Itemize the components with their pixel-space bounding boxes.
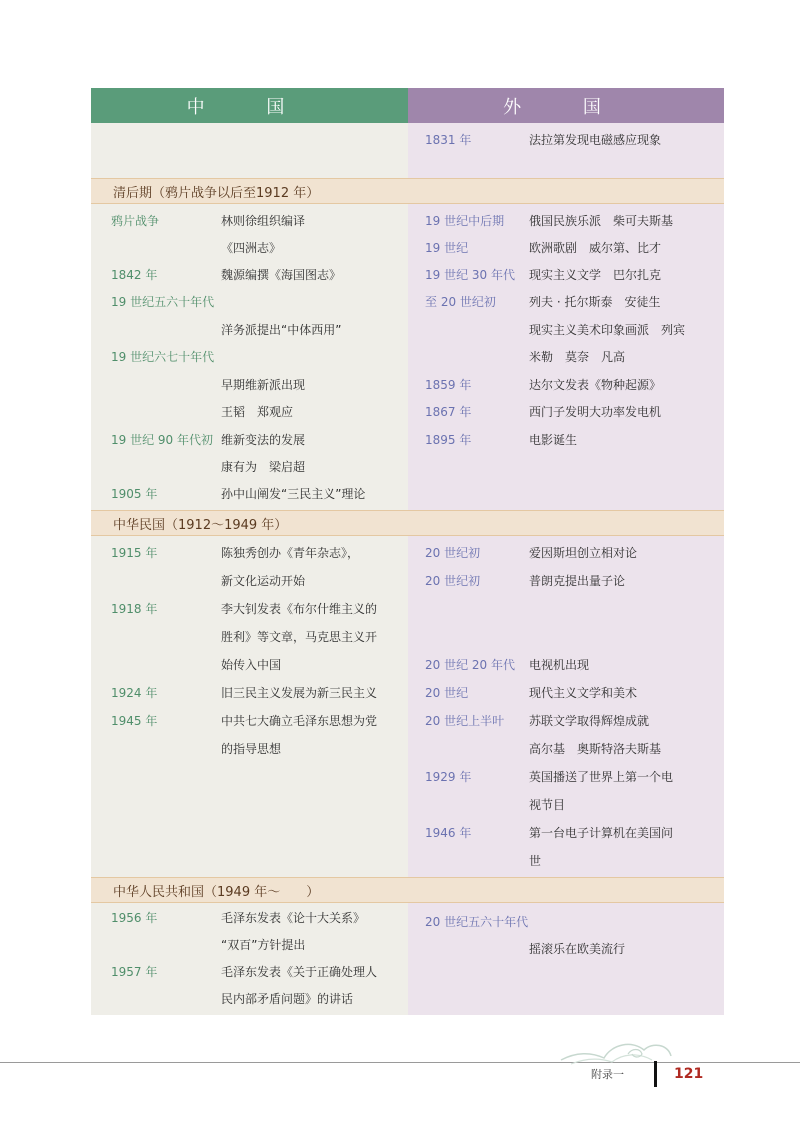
entry-date: 1918 年	[111, 602, 158, 616]
entry-text: 魏源编撰《海国图志》	[221, 268, 342, 282]
entry-text: 高尔基 奥斯特洛夫斯基	[529, 742, 662, 756]
entry-text: “双百”方针提出	[221, 938, 306, 952]
entry-text: 林则徐组织编译	[221, 214, 306, 228]
period-china-cell	[91, 204, 408, 510]
entry-text: 欧洲歌剧 威尔第、比才	[529, 241, 662, 255]
entry-text: 毛泽东发表《论十大关系》	[221, 911, 366, 925]
entry-text: 民内部矛盾问题》的讲话	[221, 992, 354, 1006]
entry-text: 毛泽东发表《关于正确处理人	[221, 965, 378, 979]
entry-text: 孙中山阐发“三民主义”理论	[221, 487, 366, 501]
entry-date: 至 20 世纪初	[425, 295, 496, 309]
entry-date: 20 世纪初	[425, 574, 481, 588]
page-separator	[654, 1061, 657, 1087]
entry-text: 胜利》等文章，马克思主义开	[221, 630, 378, 644]
entry-text: 苏联文学取得辉煌成就	[529, 714, 650, 728]
period-china-cell	[91, 536, 408, 877]
entry-text: 现实主义文学 巴尔扎克	[529, 268, 662, 282]
period-row	[91, 903, 724, 1015]
period-foreign-cell	[408, 204, 724, 510]
page-number: 121	[674, 1066, 704, 1082]
entry-date: 1895 年	[425, 433, 472, 447]
entry-date: 19 世纪六七十年代	[111, 350, 215, 364]
entry-text: 普朗克提出量子论	[529, 574, 626, 588]
entry-date: 1867 年	[425, 405, 472, 419]
entry-date: 19 世纪 30 年代	[425, 268, 515, 282]
entry-date: 1957 年	[111, 965, 158, 979]
entry-text: 洋务派提出“中体西用”	[221, 323, 342, 337]
period-row	[91, 536, 724, 877]
entry-date: 20 世纪初	[425, 546, 481, 560]
period-china-cell	[91, 903, 408, 1015]
entry-date: 1859 年	[425, 378, 472, 392]
entry-date: 1924 年	[111, 686, 158, 700]
intro-foreign-cell	[408, 123, 724, 178]
entry-text: 旧三民主义发展为新三民主义	[221, 686, 378, 700]
entry-text: 《四洲志》	[221, 241, 282, 255]
entry-text: 法拉第发现电磁感应现象	[529, 133, 662, 147]
period-title: 清后期（鸦片战争以后至1912 年）	[91, 178, 724, 204]
entry-date: 19 世纪 90 年代初	[111, 433, 213, 447]
footer-rule	[0, 1062, 800, 1063]
entry-text: 爱因斯坦创立相对论	[529, 546, 638, 560]
entry-text: 视节目	[529, 798, 566, 812]
appendix-label: 附录一	[591, 1068, 624, 1081]
entry-date: 1842 年	[111, 268, 158, 282]
entry-date: 19 世纪中后期	[425, 214, 505, 228]
entry-text: 王韬 郑观应	[221, 405, 294, 419]
entry-date: 1946 年	[425, 826, 472, 840]
entry-text: 始传入中国	[221, 658, 282, 672]
entry-text: 米勒 莫奈 凡高	[529, 350, 626, 364]
entry-text: 西门子发明大功率发电机	[529, 405, 662, 419]
entry-text: 俄国民族乐派 柴可夫斯基	[529, 214, 674, 228]
period-row	[91, 204, 724, 510]
entry-text: 世	[529, 854, 542, 868]
entry-date: 1929 年	[425, 770, 472, 784]
period-foreign-cell	[408, 536, 724, 877]
period-title: 中华人民共和国（1949 年～ ）	[91, 877, 724, 903]
entry-date: 鸦片战争	[111, 214, 160, 228]
entry-date: 1945 年	[111, 714, 158, 728]
entry-text: 中共七大确立毛泽东思想为党	[221, 714, 378, 728]
entry-text: 英国播送了世界上第一个电	[529, 770, 674, 784]
entry-text: 现代主义文学和美术	[529, 686, 638, 700]
entry-text: 现实主义美术印象画派 列宾	[529, 323, 686, 337]
header-foreign: 外 国	[408, 88, 724, 123]
entry-date: 20 世纪上半叶	[425, 714, 505, 728]
chronology-table	[91, 88, 724, 1015]
intro-row	[91, 123, 724, 178]
entry-date: 20 世纪 20 年代	[425, 658, 515, 672]
entry-date: 19 世纪五六十年代	[111, 295, 215, 309]
period-title: 中华民国（1912～1949 年）	[91, 510, 724, 536]
table-header	[91, 88, 724, 123]
entry-text: 李大钊发表《布尔什维主义的	[221, 602, 378, 616]
entry-text: 电影诞生	[529, 433, 578, 447]
entry-date: 1915 年	[111, 546, 158, 560]
entry-text: 第一台电子计算机在美国问	[529, 826, 674, 840]
entry-text: 陈独秀创办《青年杂志》，	[221, 546, 360, 560]
entry-text: 的指导思想	[221, 742, 282, 756]
entry-text: 早期维新派出现	[221, 378, 306, 392]
entry-text: 新文化运动开始	[221, 574, 306, 588]
entry-date: 19 世纪	[425, 241, 469, 255]
header-china: 中 国	[91, 88, 408, 123]
entry-date: 20 世纪五六十年代	[425, 915, 529, 929]
entry-date: 1956 年	[111, 911, 158, 925]
entry-date: 1831 年	[425, 133, 472, 147]
cloud-ornament-icon	[556, 1030, 676, 1070]
entry-text: 维新变法的发展	[221, 433, 306, 447]
entry-text: 摇滚乐在欧美流行	[529, 942, 626, 956]
entry-date: 1905 年	[111, 487, 158, 501]
entry-text: 列夫 · 托尔斯泰 安徒生	[529, 295, 661, 309]
period-foreign-cell	[408, 903, 724, 1015]
entry-text: 电视机出现	[529, 658, 590, 672]
entry-text: 达尔文发表《物种起源》	[529, 378, 662, 392]
entry-text: 康有为 梁启超	[221, 460, 306, 474]
entry-date: 20 世纪	[425, 686, 469, 700]
intro-china-cell	[91, 123, 408, 178]
